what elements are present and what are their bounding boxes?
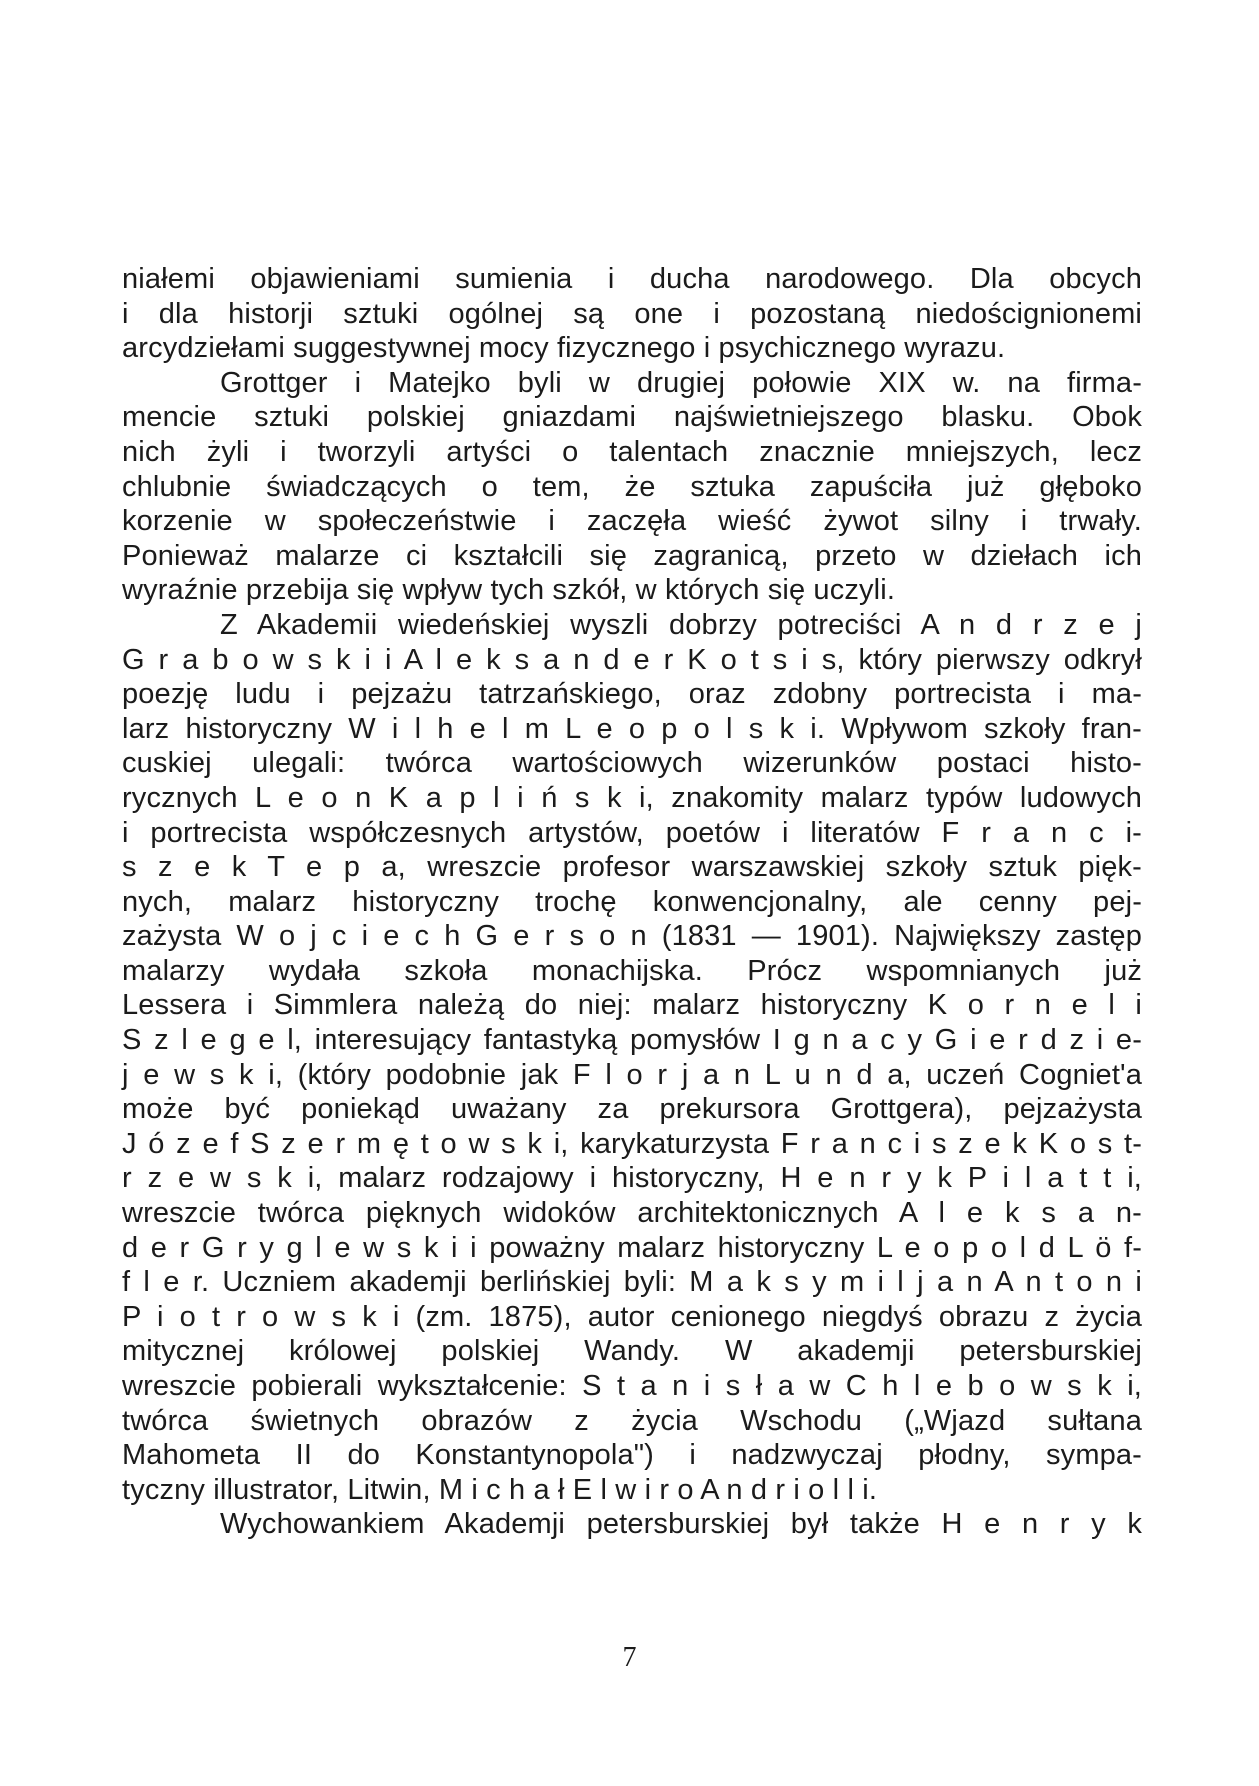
- page-number: 7: [622, 1642, 637, 1673]
- text-line-25: może być poniekąd uważany za prekursora Grottgera), pejzażysta: [122, 1093, 1142, 1126]
- text-line-9: Ponieważ malarze ci kształcili się zagranicą, przeto w dziełach ich: [122, 539, 1142, 572]
- text-line-35: Mahometa II do Konstantynopola") i nadzwyczaj płodny, sympa-: [122, 1439, 1142, 1472]
- text-line-30: f l e r. Uczniem akademji berlińskiej byli: M a k s y m i l j a n A n t o n i: [122, 1266, 1142, 1299]
- text-line-28: wreszcie twórca pięknych widoków architektonicznych A l e k s a n-: [122, 1197, 1142, 1230]
- text-line-6: nich żyli i tworzyli artyści o talentach znacznie mniejszych, lecz: [122, 435, 1142, 468]
- text-line-14: larz historyczny W i l h e l m L e o p o l s k i. Wpływom szkoły fran-: [122, 712, 1142, 745]
- text-line-32: mitycznej królowej polskiej Wandy. W akademji petersburskiej: [122, 1335, 1142, 1368]
- text-line-17: i portrecista współczesnych artystów, poetów i literatów F r a n c i-: [122, 816, 1142, 849]
- text-line-3: arcydziełami suggestywnej mocy fizycznego i psychicznego wyrazu.: [122, 332, 1006, 365]
- text-line-20: zażysta W o j c i e c h G e r s o n (1831 — 1901). Największy zastęp: [122, 920, 1142, 953]
- text-line-15: cuskiej ulegali: twórca wartościowych wizerunków postaci histo-: [122, 747, 1142, 780]
- text-line-18: s z e k T e p a, wreszcie profesor warszawskiej szkoły sztuk pięk-: [122, 851, 1142, 884]
- text-line-22: Lessera i Simmlera należą do niej: malarz historyczny K o r n e l i: [122, 989, 1142, 1022]
- text-line-4: Grottger i Matejko byli w drugiej połowie XIX w. na firma-: [220, 366, 1142, 399]
- text-line-36: tyczny illustrator, Litwin, M i c h a ł E l w i r o A n d r i o l l i.: [122, 1473, 878, 1506]
- text-line-24: j e w s k i, (który podobnie jak F l o r j a n L u n d a, uczeń Cogniet'a: [122, 1058, 1142, 1091]
- text-line-1: niałemi objawieniami sumienia i ducha narodowego. Dla obcych: [122, 263, 1142, 295]
- text-line-7: chlubnie świadczących o tem, że sztuka zapuściła już głęboko: [122, 470, 1142, 503]
- text-line-21: malarzy wydała szkoła monachijska. Prócz wspomnianych już: [122, 954, 1142, 987]
- text-line-19: nych, malarz historyczny trochę konwencjonalny, ale cenny pej-: [122, 885, 1142, 918]
- text-line-11: Z Akademii wiedeńskiej wyszli dobrzy potreciści A n d r z e j: [220, 608, 1142, 641]
- text-line-10: wyraźnie przebija się wpływ tych szkół, w których się uczyli.: [122, 574, 896, 607]
- text-line-8: korzenie w społeczeństwie i zaczęła wieść żywot silny i trwały.: [122, 505, 1142, 538]
- text-line-31: P i o t r o w s k i (zm. 1875), autor cenionego niegdyś obrazu z życia: [122, 1300, 1142, 1333]
- text-line-37: Wychowankiem Akademji petersburskiej był także H e n r y k: [220, 1508, 1142, 1541]
- text-line-33: wreszcie pobierali wykształcenie: S t a n i s ł a w C h l e b o w s k i,: [122, 1370, 1142, 1402]
- text-line-29: d e r G r y g l e w s k i i poważny malarz historyczny L e o p o l d L ö f-: [122, 1231, 1142, 1264]
- text-line-26: J ó z e f S z e r m ę t o w s k i, karykaturzysta F r a n c i s z e k K o s t-: [122, 1127, 1142, 1160]
- text-line-13: poezję ludu i pejzażu tatrzańskiego, oraz zdobny portrecista i ma-: [122, 678, 1142, 711]
- text-line-2: i dla historji sztuki ogólnej są one i pozostaną niedoścignionemi: [122, 297, 1142, 330]
- text-line-34: twórca świetnych obrazów z życia Wschodu („Wjazd sułtana: [122, 1404, 1142, 1437]
- text-line-12: G r a b o w s k i i A l e k s a n d e r K o t s i s, który pierwszy odkrył: [122, 643, 1142, 676]
- text-line-27: r z e w s k i, malarz rodzajowy i historyczny, H e n r y k P i l a t t i,: [122, 1162, 1142, 1195]
- body-text: [122, 262, 1142, 1542]
- text-line-23: S z l e g e l, interesujący fantastyką pomysłów I g n a c y G i e r d z i e-: [122, 1024, 1142, 1057]
- text-line-16: rycznych L e o n K a p l i ń s k i, znakomity malarz typów ludowych: [122, 781, 1142, 814]
- text-line-5: mencie sztuki polskiej gniazdami najświetniejszego blasku. Obok: [122, 401, 1142, 434]
